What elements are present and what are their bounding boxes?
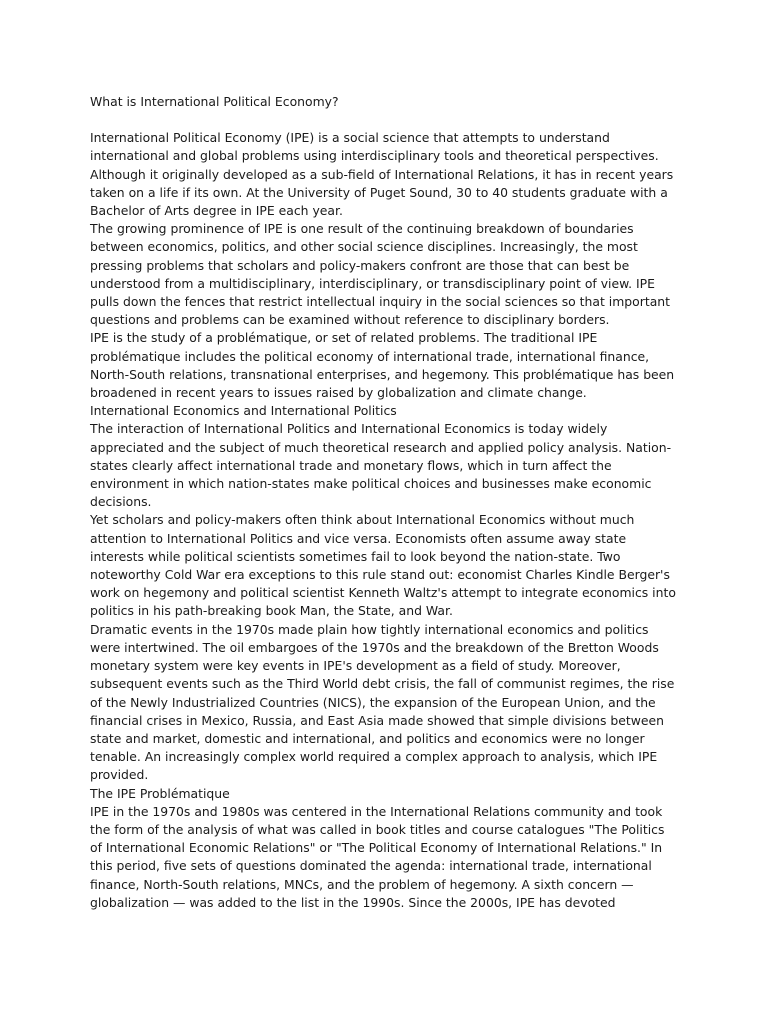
section-heading-ipe-problematique: The IPE Problématique: [90, 785, 230, 801]
paragraph-intro: International Political Economy (IPE) is a social science that attempts to understand international and global problems using interdisciplinary tools and theoretical perspectives. Although it originally developed as a sub-field of International Relations, it has in recent years taken on a life if its own. At the University of Puget Sound, 30 to 40 students graduate with a Bachelor of Arts degree in IPE each year.: [90, 130, 674, 219]
paragraph-problematique: IPE is the study of a problématique, or set of related problems. The traditional IPE problématique includes the political economy of international trade, international finance, North-South relations, transnational enterprises, and hegemony. This problématique has been broadened in recent years to issues raised by globalization and climate change.: [90, 330, 675, 401]
document-title: What is International Political Economy?: [90, 94, 339, 109]
section-heading-econ-politics: International Economics and International Politics: [90, 403, 397, 419]
paragraph-1970s: Dramatic events in the 1970s made plain how tightly international economics and politics were intertwined. The oil embargoes of the 1970s and the breakdown of the Bretton Woods monetary system were key events in IPE's development as a field of study. Moreover, subsequent events such as the Third World debt crisis, the fall of communist regimes, the rise of the Newly Industrialized Countries (NICS), the expansion of the European Union, and the financial crises in Mexico, Russia, and East Asia made showed that simple divisions between state and market, domestic and international, and politics and economics were no longer tenable. An increasingly complex world required a complex approach to analysis, which IPE provided.: [90, 621, 675, 783]
paragraph-1980s: IPE in the 1970s and 1980s was centered in the International Relations community and took the form of the analysis of what was called in book titles and course catalogues "The Politics of International Economic Relations" or "The Political Economy of International Relations." In this period, five sets of questions dominated the agenda: international trade, international finance, North-South relations, MNCs, and the problem of hegemony. A sixth concern — globalization — was added to the list in the 1990s. Since the 2000s, IPE has devoted: [90, 803, 665, 910]
document-page: [90, 93, 680, 912]
paragraph-interaction: The interaction of International Politics and International Economics is today widely appreciated and the subject of much theoretical research and applied policy analysis. Nation-states clearly affect international trade and monetary flows, which in turn affect the environment in which nation-states make political choices and businesses make economic decisions.: [90, 421, 672, 510]
paragraph-scholars: Yet scholars and policy-makers often think about International Economics without much attention to International Politics and vice versa. Economists often assume away state interests while political scientists sometimes fail to look beyond the nation-state. Two noteworthy Cold War era exceptions to this rule stand out: economist Charles Kindle Berger's work on hegemony and political scientist Kenneth Waltz's attempt to integrate economics into politics in his path-breaking book Man, the State, and War.: [90, 512, 676, 619]
paragraph-prominence: The growing prominence of IPE is one result of the continuing breakdown of boundaries between economics, politics, and other social science disciplines. Increasingly, the most pressing problems that scholars and policy-makers confront are those that can best be understood from a multidisciplinary, interdisciplinary, or transdisciplinary point of view. IPE pulls down the fences that restrict intellectual inquiry in the social sciences so that important questions and problems can be examined without reference to disciplinary borders.: [90, 221, 671, 328]
